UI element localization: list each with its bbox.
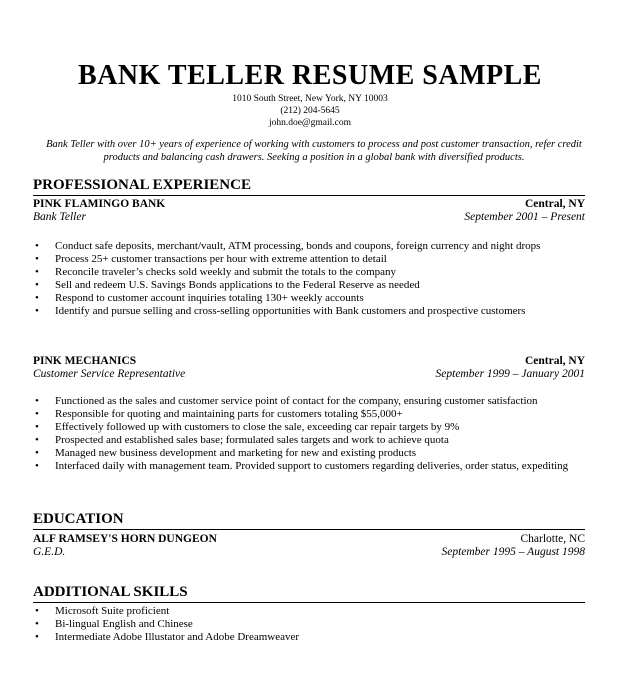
job-location: Central, NY [524, 198, 585, 210]
education-heading: EDUCATION [33, 511, 585, 530]
job-dates: September 2001 – Present [464, 211, 585, 223]
degree: G.E.D. [33, 546, 66, 558]
job-dates: September 1999 – January 2001 [435, 368, 585, 380]
job-role: Bank Teller [33, 211, 86, 223]
contact-email: john.doe@gmail.com [268, 118, 352, 128]
list-item: • Prospected and established sales base; formulated sales targets and work to achieve quota [33, 434, 585, 447]
list-item: • Sell and redeem U.S. Savings Bonds applications to the Federal Reserve as needed [33, 279, 585, 292]
professional-summary: Bank Teller with over 10+ years of experience of working with customers to process and post customer transaction, refer credit products and balancing cash drawers. Seeking a position in a global bank with diversified products. [46, 139, 582, 163]
list-item: • Functioned as the sales and customer service point of contact for the company, ensuring customer satisfaction [33, 395, 585, 408]
list-item: • Microsoft Suite proficient [33, 605, 585, 618]
list-item: • Responsible for quoting and maintaining parts for customers totaling $55,000+ [33, 408, 585, 421]
school-location: Charlotte, NC [520, 533, 585, 545]
skills-heading: ADDITIONAL SKILLS [33, 584, 585, 603]
job-duties-list [33, 240, 585, 318]
resume-title: BANK TELLER RESUME SAMPLE [78, 60, 542, 91]
job-company: PINK FLAMINGO BANK [33, 198, 166, 210]
list-item: • Bi-lingual English and Chinese [33, 618, 585, 631]
job-company: PINK MECHANICS [33, 355, 137, 367]
list-item: • Reconcile traveler’s checks sold weekly and submit the totals to the company [33, 266, 585, 279]
education-dates: September 1995 – August 1998 [441, 546, 585, 558]
list-item: • Respond to customer account inquiries totaling 130+ weekly accounts [33, 292, 585, 305]
school-name: ALF RAMSEY'S HORN DUNGEON [33, 533, 217, 545]
job-role: Customer Service Representative [33, 368, 186, 380]
list-item: • Interfaced daily with management team. Provided support to customers regarding deliveries, order status, expediting [33, 460, 585, 473]
job-location: Central, NY [524, 355, 585, 367]
list-item: • Managed new business development and marketing for new and existing products [33, 447, 585, 460]
skills-list [33, 605, 585, 644]
contact-address: 1010 South Street, New York, NY 10003 [232, 94, 388, 104]
experience-heading: PROFESSIONAL EXPERIENCE [33, 177, 585, 196]
list-item: • Identify and pursue selling and cross-selling opportunities with Bank customers and prospective customers [33, 305, 585, 318]
list-item: • Effectively followed up with customers to close the sale, exceeding car repair targets by 9% [33, 421, 585, 434]
contact-phone: (212) 204-5645 [280, 106, 340, 116]
list-item: • Intermediate Adobe Illustator and Adobe Dreamweaver [33, 631, 585, 644]
list-item: • Conduct safe deposits, merchant/vault, ATM processing, bonds and coupons, foreign currency and night drops [33, 240, 585, 253]
job-duties-list [33, 395, 585, 473]
list-item: • Process 25+ customer transactions per hour with extreme attention to detail [33, 253, 585, 266]
